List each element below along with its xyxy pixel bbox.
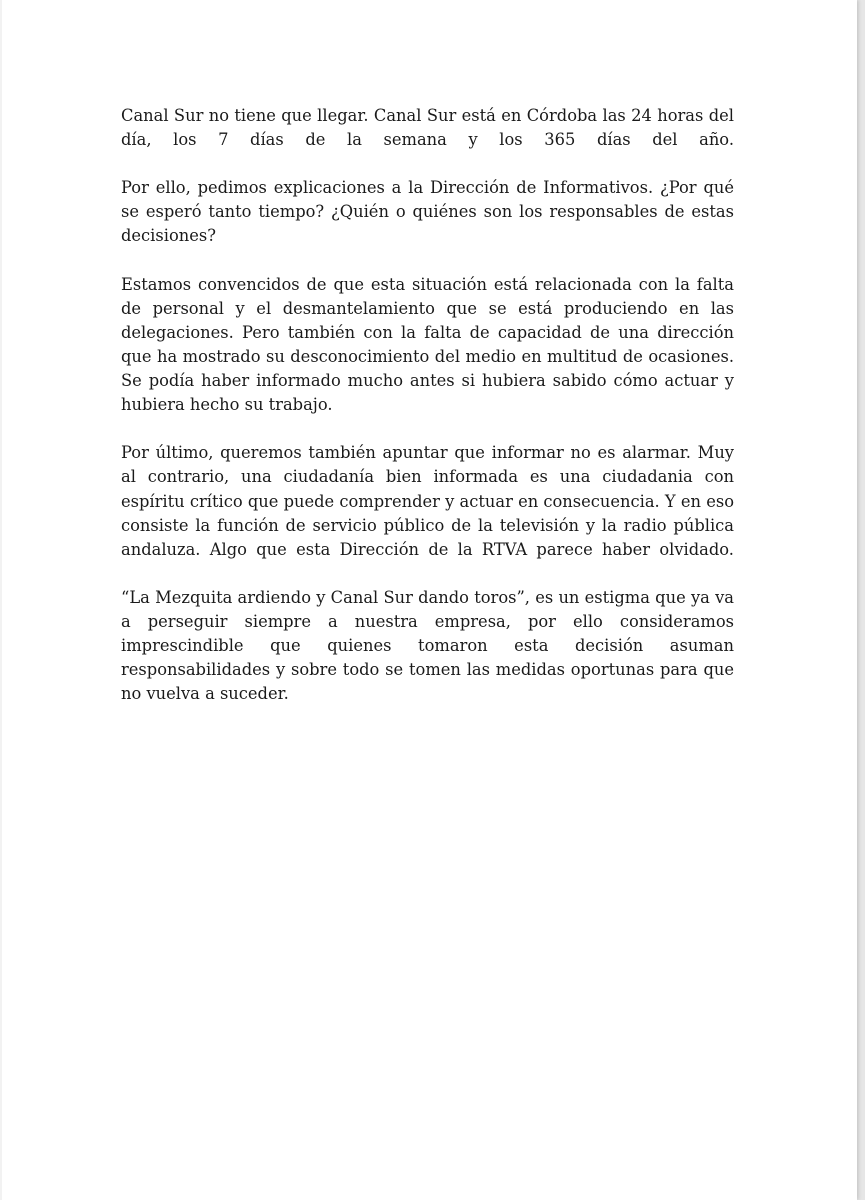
paragraph-2: Por ello, pedimos explicaciones a la Dirección de Informativos. ¿Por qué se esperó tanto tiempo? ¿Quién o quiénes son los responsables de estas decisiones? [121,178,734,246]
paragraph-5: “La Mezquita ardiendo y Canal Sur dando toros”, es un estigma que ya va a perseguir siempre a nuestra empresa, por ello consideramos imprescindible que quienes tomaron esta decisión asuman responsabilidades y sobre todo se tomen las medidas oportunas para que no vuelva a suceder. [121,587,734,704]
paragraph-4: Por último, queremos también apuntar que informar no es alarmar. Muy al contrario, una ciudadanía bien informada es una ciudadania con espíritu crítico que puede comprender y actuar en consecuencia. Y en eso consiste la función de servicio público de la televisión y la radio pública andaluza. Algo que esta Dirección de la RTVA parece haber olvidado. [121,443,734,559]
paragraph-1: Canal Sur no tiene que llegar. Canal Sur está en Córdoba las 24 horas del día, los 7 días de la semana y los 365 días del año. [121,106,734,150]
document-body [121,104,734,730]
page-edge [0,0,2,1200]
paragraph-3: Estamos convencidos de que esta situación está relacionada con la falta de personal y el desmantelamiento que se está produciendo en las delegaciones. Pero también con la falta de capacidad de una dirección que ha mostrado su desconocimiento del medio en multitud de ocasiones. Se podía haber informado mucho antes si hubiera sabido cómo actuar y hubiera hecho su trabajo. [121,274,734,415]
